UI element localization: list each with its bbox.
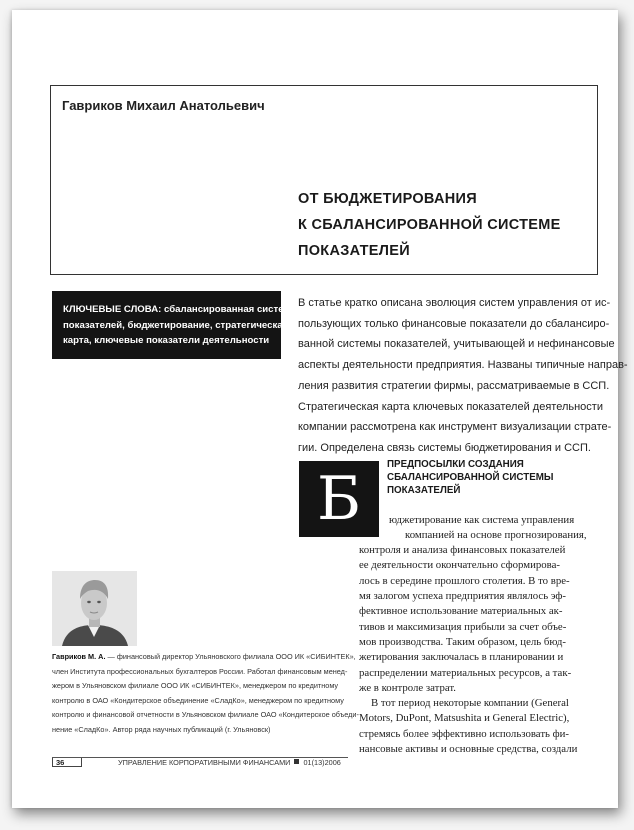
section-heading-line: СБАЛАНСИРОВАННОЙ СИСТЕМЫ: [387, 471, 554, 483]
author-bio: [52, 650, 359, 737]
abstract-line: пользующих только финансовые показатели до сбалансиро-: [298, 317, 610, 330]
page-number: 36: [52, 758, 82, 767]
body-line: ее деятельности окончательно сформирова-: [359, 559, 561, 572]
abstract-line: ления развития стратегии фирмы, рассматриваемые в ССП.: [298, 379, 610, 392]
keywords-line: КЛЮЧЕВЫЕ СЛОВА: сбалансированная система: [63, 304, 296, 315]
author-photo: [52, 571, 137, 646]
abstract-line: компании рассмотрена как инструмент визуализации страте-: [298, 421, 612, 434]
bio-line: нение «СладКо». Автор ряда научных публикаций (г. Ульяновск): [52, 724, 271, 734]
article-abstract: [298, 293, 628, 459]
bio-author-name: Гавриков М. А.: [52, 652, 106, 661]
body-line: компанией на основе прогнозирования,: [405, 528, 587, 541]
keywords-line: показателей, бюджетирование, стратегическая: [63, 319, 289, 331]
body-line: распределении материальных ресурсов, а так-: [359, 666, 572, 679]
title-line: ОТ БЮДЖЕТИРОВАНИЯ: [298, 191, 477, 207]
section-heading-line: ПОКАЗАТЕЛЕЙ: [387, 484, 461, 496]
body-line: юджетирование как система управления: [389, 513, 575, 526]
abstract-line: аспекты деятельности предприятия. Названы типичные направ-: [298, 359, 628, 372]
bio-line: контролю и финансовой отчетности в Ульяновском филиале ОАО «Кондитерское объеди-: [52, 710, 359, 719]
body-line: мя залогом успеха предприятия являлось эф-: [359, 590, 566, 603]
body-line: фективное использование материальных ак-: [359, 605, 563, 618]
bio-line: жером в Ульяновском филиале ООО ИК «СИБИНТЕК», менеджером по кредитному: [52, 681, 339, 690]
magazine-page: [12, 10, 628, 808]
body-line: же в контроле затрат.: [359, 681, 457, 694]
author-name: Гавриков Михаил Анатольевич: [62, 98, 265, 113]
abstract-line: ванной системы показателей, учитывающей и нефинансовые: [298, 338, 615, 351]
bio-line: член Института профессиональных бухгалтеров России. Работал финансовым менед-: [52, 666, 348, 676]
abstract-line: гии. Определена связь системы бюджетирования и ССП.: [298, 441, 591, 454]
body-line: стремясь более эффективно использовать фи-: [359, 727, 570, 740]
abstract-line: В статье кратко описана эволюция систем управления от ис-: [298, 297, 611, 309]
keywords-box: [52, 291, 296, 359]
body-line: [359, 497, 597, 512]
body-line: контроля и анализа финансовых показателей: [359, 544, 566, 557]
article-title: [298, 186, 588, 264]
body-line: мов производства. Таким образом, цель бюд-: [359, 635, 566, 648]
keywords-line: карта, ключевые показатели деятельности: [63, 335, 270, 346]
bio-line: [52, 650, 356, 665]
body-line: [359, 482, 597, 497]
bio-line: контролю в ОАО «Кондитерское объединение «СладКо», менеджером по кредитному: [52, 695, 344, 705]
author-portrait-image: [52, 571, 137, 646]
drop-cap: Б: [299, 461, 379, 537]
abstract-line: Стратегическая карта ключевых показателей деятельности: [298, 400, 603, 413]
body-line: лось в середине прошлого столетия. В то вре-: [359, 574, 570, 587]
journal-issue: 01(13)2006: [303, 758, 341, 767]
body-line: В тот период некоторые компании (General: [371, 697, 569, 710]
square-separator-icon: [294, 759, 299, 764]
journal-footer: [118, 758, 341, 768]
journal-name: УПРАВЛЕНИЕ КОРПОРАТИВНЫМИ ФИНАНСАМИ: [118, 758, 291, 767]
title-line: ПОКАЗАТЕЛЕЙ: [298, 243, 410, 259]
section-heading-line: ПРЕДПОСЫЛКИ СОЗДАНИЯ: [387, 459, 524, 470]
body-line: Motors, DuPont, Matsushita и General Electric),: [359, 712, 570, 725]
body-line: тивов и максимизация прибыли за счет объе-: [359, 620, 567, 633]
section-body: [359, 482, 597, 757]
body-line: нансовые активы и основные средства, создали: [359, 743, 578, 756]
bio-text: — финансовый директор Ульяновского филиала ООО ИК «СИБИНТЕК»,: [105, 652, 356, 661]
body-line: жетирования заключалась в планировании и: [359, 651, 564, 664]
title-line: К СБАЛАНСИРОВАННОЙ СИСТЕМЕ: [298, 217, 561, 233]
